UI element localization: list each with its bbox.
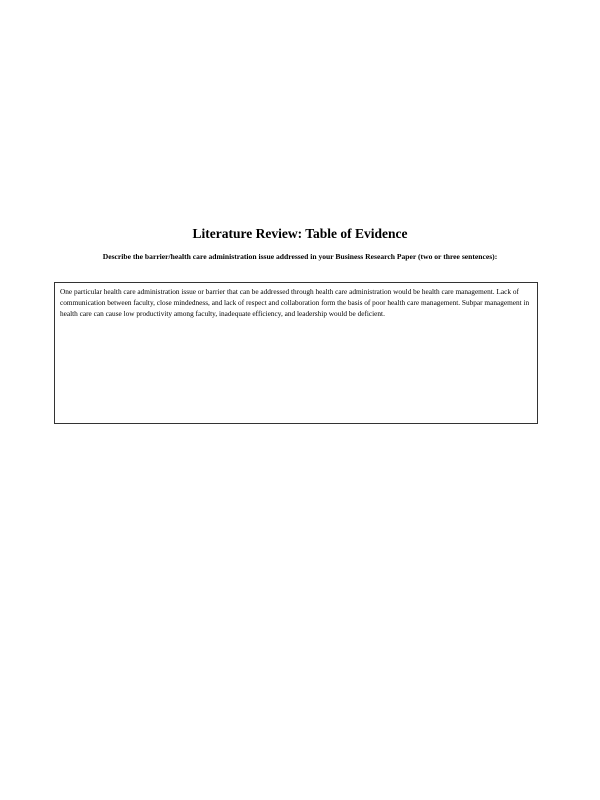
question-prompt: Describe the barrier/health care administration issue addressed in your Business Research Paper (two or three sentences):	[102, 252, 498, 261]
page-title: Literature Review: Table of Evidence	[192, 226, 408, 241]
answer-text: One particular health care administration issue or barrier that can be addressed through health care administration would be health care management. Lack of communication between faculty, close mindedness, and lack of respect and collaboration form the basis of poor health care management. Subpar management in health care can cause low productivity among faculty, inadequate efficiency, and leadership would be deficient.	[60, 287, 530, 318]
answer-box[interactable]	[54, 282, 538, 424]
